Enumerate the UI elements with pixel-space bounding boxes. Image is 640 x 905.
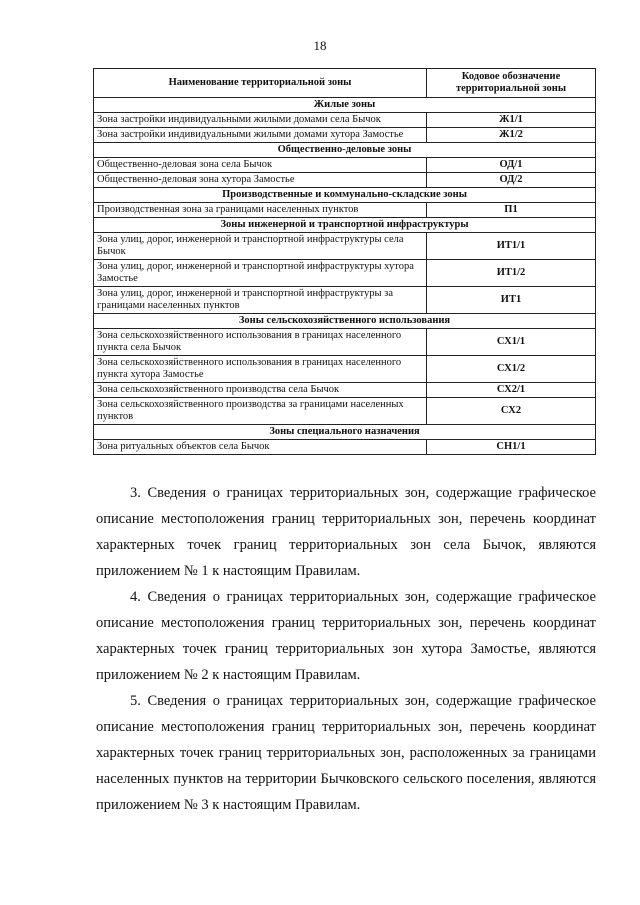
page-number: 18 [313, 38, 327, 53]
zone-name-cell: Общественно-деловая зона села Бычок [94, 158, 427, 173]
zone-row [94, 398, 596, 425]
zone-code-cell: ОД/1 [427, 158, 596, 173]
zone-code-cell: ИТ1 [427, 287, 596, 314]
zone-group-heading: Зоны специального назначения [94, 425, 596, 440]
zone-row [94, 113, 596, 128]
zone-code-cell: Ж1/1 [427, 113, 596, 128]
zone-name-cell: Зона застройки индивидуальными жилыми домами села Бычок [94, 113, 427, 128]
zone-group-row [94, 218, 596, 233]
zone-row [94, 173, 596, 188]
zone-code-cell: СХ2 [427, 398, 596, 425]
zone-group-row [94, 143, 596, 158]
zone-row [94, 356, 596, 383]
table-body [94, 98, 596, 455]
zone-code-cell: П1 [427, 203, 596, 218]
paragraph-5: 5. Сведения о границах территориальных зон, содержащие графическое описание местоположения границ территориальных зон, перечень координат характерных точек границ территориальных зон, расположенных за границами населенных пунктов на территории Бычковского сельского поселения, являются приложением № 3 к настоящим Правилам. [96, 693, 596, 813]
zone-row [94, 383, 596, 398]
territorial-zones-table [93, 68, 596, 455]
zone-code-cell: СХ2/1 [427, 383, 596, 398]
zone-group-row [94, 425, 596, 440]
zone-code-cell: СХ1/2 [427, 356, 596, 383]
zone-row [94, 329, 596, 356]
zone-code-cell: Ж1/2 [427, 128, 596, 143]
zone-name-cell: Зона сельскохозяйственного производства за границами населенных пунктов [94, 398, 427, 425]
zone-group-heading: Жилые зоны [94, 98, 596, 113]
zone-name-cell: Зона застройки индивидуальными жилыми домами хутора Замостье [94, 128, 427, 143]
zone-name-cell: Зона улиц, дорог, инженерной и транспортной инфраструктуры за границами населенных пунктов [94, 287, 427, 314]
zone-code-cell: ИТ1/2 [427, 260, 596, 287]
paragraph-4: 4. Сведения о границах территориальных зон, содержащие графическое описание местоположения границ территориальных зон, перечень координат характерных точек границ территориальных зон хутора Замостье, являются приложением № 2 к настоящим Правилам. [96, 589, 596, 683]
table-header-row [94, 69, 596, 98]
zone-group-heading: Производственные и коммунально-складские зоны [94, 188, 596, 203]
paragraph-3: 3. Сведения о границах территориальных зон, содержащие графическое описание местоположения границ территориальных зон, перечень координат характерных точек границ территориальных зон села Бычок, являются приложением № 1 к настоящим Правилам. [96, 485, 596, 579]
zone-code-cell: ИТ1/1 [427, 233, 596, 260]
zone-row [94, 233, 596, 260]
zone-row [94, 440, 596, 455]
zone-row [94, 260, 596, 287]
zone-name-cell: Производственная зона за границами населенных пунктов [94, 203, 427, 218]
zone-name-cell: Зона сельскохозяйственного использования в границах населенного пункта хутора Замостье [94, 356, 427, 383]
zone-code-cell: ОД/2 [427, 173, 596, 188]
zone-row [94, 128, 596, 143]
zone-name-cell: Зона сельскохозяйственного использования в границах населенного пункта села Бычок [94, 329, 427, 356]
zone-group-heading: Общественно-деловые зоны [94, 143, 596, 158]
zone-name-header: Наименование территориальной зоны [94, 69, 427, 98]
zone-group-heading: Зоны инженерной и транспортной инфраструктуры [94, 218, 596, 233]
zone-code-cell: СХ1/1 [427, 329, 596, 356]
zone-name-cell: Зона улиц, дорог, инженерной и транспортной инфраструктуры села Бычок [94, 233, 427, 260]
zone-group-row [94, 188, 596, 203]
zone-row [94, 287, 596, 314]
zone-group-heading: Зоны сельскохозяйственного использования [94, 314, 596, 329]
zone-name-cell: Общественно-деловая зона хутора Замостье [94, 173, 427, 188]
zone-code-cell: СН1/1 [427, 440, 596, 455]
zone-code-header: Кодовое обозначение территориальной зоны [427, 69, 596, 98]
zone-name-cell: Зона улиц, дорог, инженерной и транспортной инфраструктуры хутора Замостье [94, 260, 427, 287]
zone-name-cell: Зона ритуальных объектов села Бычок [94, 440, 427, 455]
zone-row [94, 203, 596, 218]
body-text [96, 480, 596, 818]
zone-name-cell: Зона сельскохозяйственного производства села Бычок [94, 383, 427, 398]
zone-group-row [94, 314, 596, 329]
zone-group-row [94, 98, 596, 113]
zone-row [94, 158, 596, 173]
